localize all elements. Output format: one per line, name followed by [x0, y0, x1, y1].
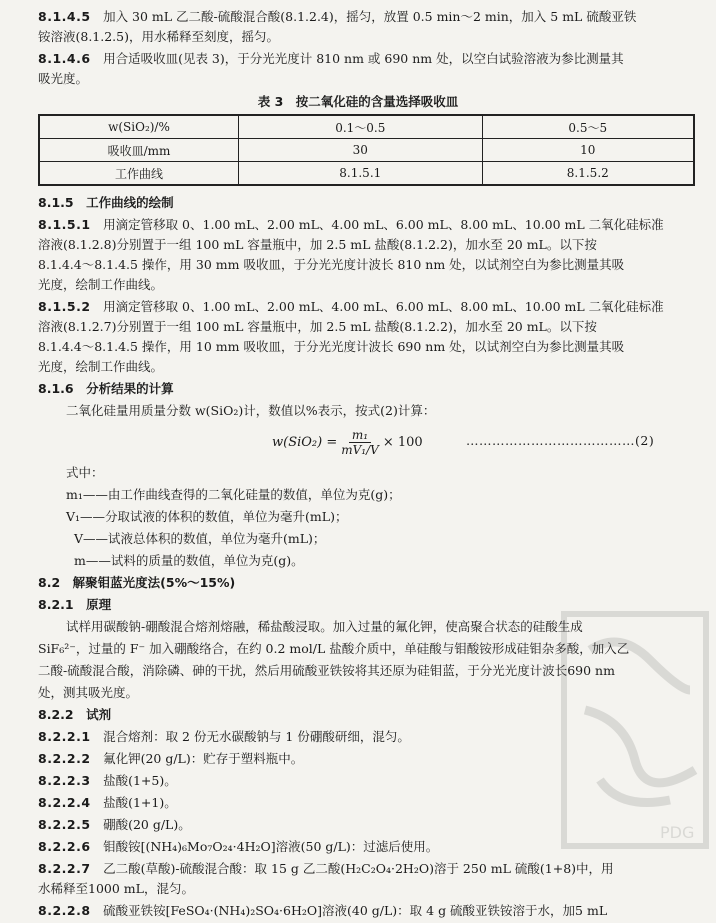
line-text: 盐酸(1+5)。: [103, 773, 177, 788]
table-cell: w(SiO₂)/%: [39, 115, 239, 139]
paragraph-line: [38, 28, 279, 46]
table-cell: 0.1～0.5: [239, 115, 483, 139]
paragraph-line: [38, 50, 624, 68]
line-text: 溶液(8.1.2.7)分别置于一组 100 mL 容量瓶中，加 2.5 mL 盐酸(8.1.2.2)，加水至 20 mL。以下按: [38, 319, 597, 334]
table-cell: 8.1.5.1: [239, 162, 483, 186]
table-cell: 吸收皿/mm: [39, 139, 239, 162]
line-text: 混合熔剂：取 2 份无水碳酸钠与 1 份硼酸研细，混匀。: [103, 729, 410, 744]
line-text: 加入 30 mL 乙二酸-硫酸混合酸(8.1.2.4)，摇匀，放置 0.5 min～2 min，加入 5 mL 硫酸亚铁: [103, 9, 637, 24]
section-number: 8.2.1: [38, 597, 74, 612]
section-heading: [38, 706, 111, 724]
watermark-stamp-icon: [560, 610, 710, 850]
clause-number: 8.1.5.2: [38, 299, 91, 314]
line-text: 光度，绘制工作曲线。: [38, 277, 164, 292]
line-text: 光度，绘制工作曲线。: [38, 359, 164, 374]
clause-number: 8.2.2.3: [38, 773, 91, 788]
line-text: 二氧化硅量用质量分数 w(SiO₂)计，数值以%表示，按式(2)计算：: [66, 403, 436, 418]
reagent-item: [38, 772, 177, 790]
paragraph-line: [38, 276, 163, 294]
table-cell: 工作曲线: [39, 162, 239, 186]
paragraph-line: [38, 298, 664, 316]
reagent-item: [38, 750, 303, 768]
table-row: [39, 139, 694, 162]
line-text: 吸光度。: [38, 71, 89, 86]
table-row: [39, 115, 694, 139]
formula-rhs: × 100: [382, 435, 423, 450]
clause-number: 8.2.2.1: [38, 729, 91, 744]
section-number: 8.2.2: [38, 707, 74, 722]
table-cell: 8.1.5.2: [482, 162, 694, 186]
formula-numerator: m₁: [349, 428, 371, 443]
formula: [272, 428, 423, 457]
paragraph-line: [38, 318, 597, 336]
section-number: 8.1.6: [38, 381, 74, 396]
section-number: 8.1.5: [38, 195, 74, 210]
definition-line: V₁——分取试液的体积的数值，单位为毫升(mL)；: [66, 509, 348, 524]
line-text: 铵溶液(8.1.2.5)，用水稀释至刻度，摇匀。: [38, 29, 279, 44]
paragraph-line: [38, 236, 597, 254]
paragraph-line: [38, 256, 624, 274]
section-title: 试剂: [86, 707, 112, 722]
reagent-item: [38, 816, 191, 834]
reagent-item: [38, 838, 438, 856]
section-title: 解聚钼蓝光度法(5%～15%): [72, 575, 236, 590]
table-row: [39, 162, 694, 186]
line-text: 氟化钾(20 g/L)：贮存于塑料瓶中。: [103, 751, 304, 766]
line-text: 用合适吸收皿(见表 3)，于分光光度计 810 nm 或 690 nm 处，以空白试验溶液为参比测量其: [103, 51, 624, 66]
line-text: 乙二酸(草酸)-硫酸混合酸：取 15 g 乙二酸(H₂C₂O₄·2H₂O)溶于 250 mL 硫酸(1+8)中，用: [103, 861, 614, 876]
formula-denominator: mV₁/V: [341, 443, 379, 457]
reagent-item: [38, 860, 614, 878]
paragraph-line: [38, 338, 624, 356]
line-text: 用滴定管移取 0、1.00 mL、2.00 mL、4.00 mL、6.00 mL、8.00 mL、10.00 mL 二氧化硅标准: [103, 217, 664, 232]
where-label: 式中：: [66, 465, 104, 480]
formula-lhs: w(SiO₂) =: [272, 435, 338, 450]
clause-number: 8.1.4.6: [38, 51, 91, 66]
section-title: 分析结果的计算: [86, 381, 174, 396]
paragraph-line: [38, 358, 163, 376]
section-title: 原理: [86, 597, 112, 612]
line-text: 8.1.4.4～8.1.4.5 操作，用 30 mm 吸收皿，于分光光度计波长 810 nm 处，以试剂空白为参比测量其吸: [38, 257, 625, 272]
clause-number: 8.2.2.7: [38, 861, 91, 876]
definition-line: m——试料的质量的数值，单位为克(g)。: [74, 553, 304, 568]
reagent-item: [38, 880, 194, 898]
reagent-item: [38, 902, 607, 920]
paragraph-line: [38, 70, 88, 88]
clause-number: 8.2.2.2: [38, 751, 91, 766]
reagent-item: [38, 794, 177, 812]
clause-number: 8.2.2.6: [38, 839, 91, 854]
section-number: 8.2: [38, 575, 61, 590]
table-cell: 0.5～5: [482, 115, 694, 139]
section-heading: [38, 380, 174, 398]
formula-fraction: [341, 428, 379, 457]
paragraph-line: 二酸-硫酸混合酸，消除磷、砷的干扰，然后用硫酸亚铁铵将其还原为硅钼蓝，于分光光度计波长690 nm: [38, 663, 615, 678]
clause-number: 8.2.2.8: [38, 903, 91, 918]
line-text: 用滴定管移取 0、1.00 mL、2.00 mL、4.00 mL、6.00 mL、8.00 mL、10.00 mL 二氧化硅标准: [103, 299, 664, 314]
cuvette-table: [38, 114, 695, 186]
clause-number: 8.1.4.5: [38, 9, 91, 24]
clause-number: 8.2.2.5: [38, 817, 91, 832]
line-text: 盐酸(1+1)。: [103, 795, 177, 810]
clause-number: 8.2.2.4: [38, 795, 91, 810]
section-heading: [38, 596, 111, 614]
line-text: 水稀释至1000 mL，混匀。: [38, 881, 194, 896]
line-text: 钼酸铵[(NH₄)₆Mo₇O₂₄·4H₂O]溶液(50 g/L)：过滤后使用。: [103, 839, 439, 854]
formula-number: …………………………………(2): [466, 433, 655, 448]
table-cell: 30: [239, 139, 483, 162]
watermark-text: PDG: [660, 823, 695, 842]
line-text: 硼酸(20 g/L)。: [103, 817, 191, 832]
paragraph-line: 处，测其吸光度。: [38, 685, 139, 700]
definition-line: m₁——由工作曲线查得的二氧化硅量的数值，单位为克(g)；: [66, 487, 401, 502]
paragraph-line: [66, 402, 435, 420]
clause-number: 8.1.5.1: [38, 217, 91, 232]
line-text: 硫酸亚铁铵[FeSO₄·(NH₄)₂SO₄·6H₂O]溶液(40 g/L)：取 4 g 硫酸亚铁铵溶于水，加5 mL: [103, 903, 608, 918]
paragraph-line: SiF₆²⁻，过量的 F⁻ 加入硼酸络合，在约 0.2 mol/L 盐酸介质中，单硅酸与钼酸铵形成硅钼杂多酸，加入乙: [38, 641, 630, 656]
line-text: 溶液(8.1.2.8)分别置于一组 100 mL 容量瓶中，加 2.5 mL 盐酸(8.1.2.2)，加水至 20 mL。以下按: [38, 237, 597, 252]
table-caption: 表 3 按二氧化硅的含量选择吸收皿: [257, 94, 459, 109]
reagent-item: [38, 728, 410, 746]
paragraph-line: 试样用碳酸钠-硼酸混合熔剂熔融，稀盐酸浸取。加入过量的氟化钾，使高聚合状态的硅酸生成: [66, 619, 583, 634]
section-heading: [38, 574, 235, 592]
definition-line: V——试液总体积的数值，单位为毫升(mL)；: [74, 531, 326, 546]
paragraph-line: [38, 8, 636, 26]
line-text: 8.1.4.4～8.1.4.5 操作，用 10 mm 吸收皿，于分光光度计波长 690 nm 处，以试剂空白为参比测量其吸: [38, 339, 625, 354]
table-cell: 10: [482, 139, 694, 162]
section-heading: [38, 194, 174, 212]
paragraph-line: [38, 216, 664, 234]
section-title: 工作曲线的绘制: [86, 195, 174, 210]
